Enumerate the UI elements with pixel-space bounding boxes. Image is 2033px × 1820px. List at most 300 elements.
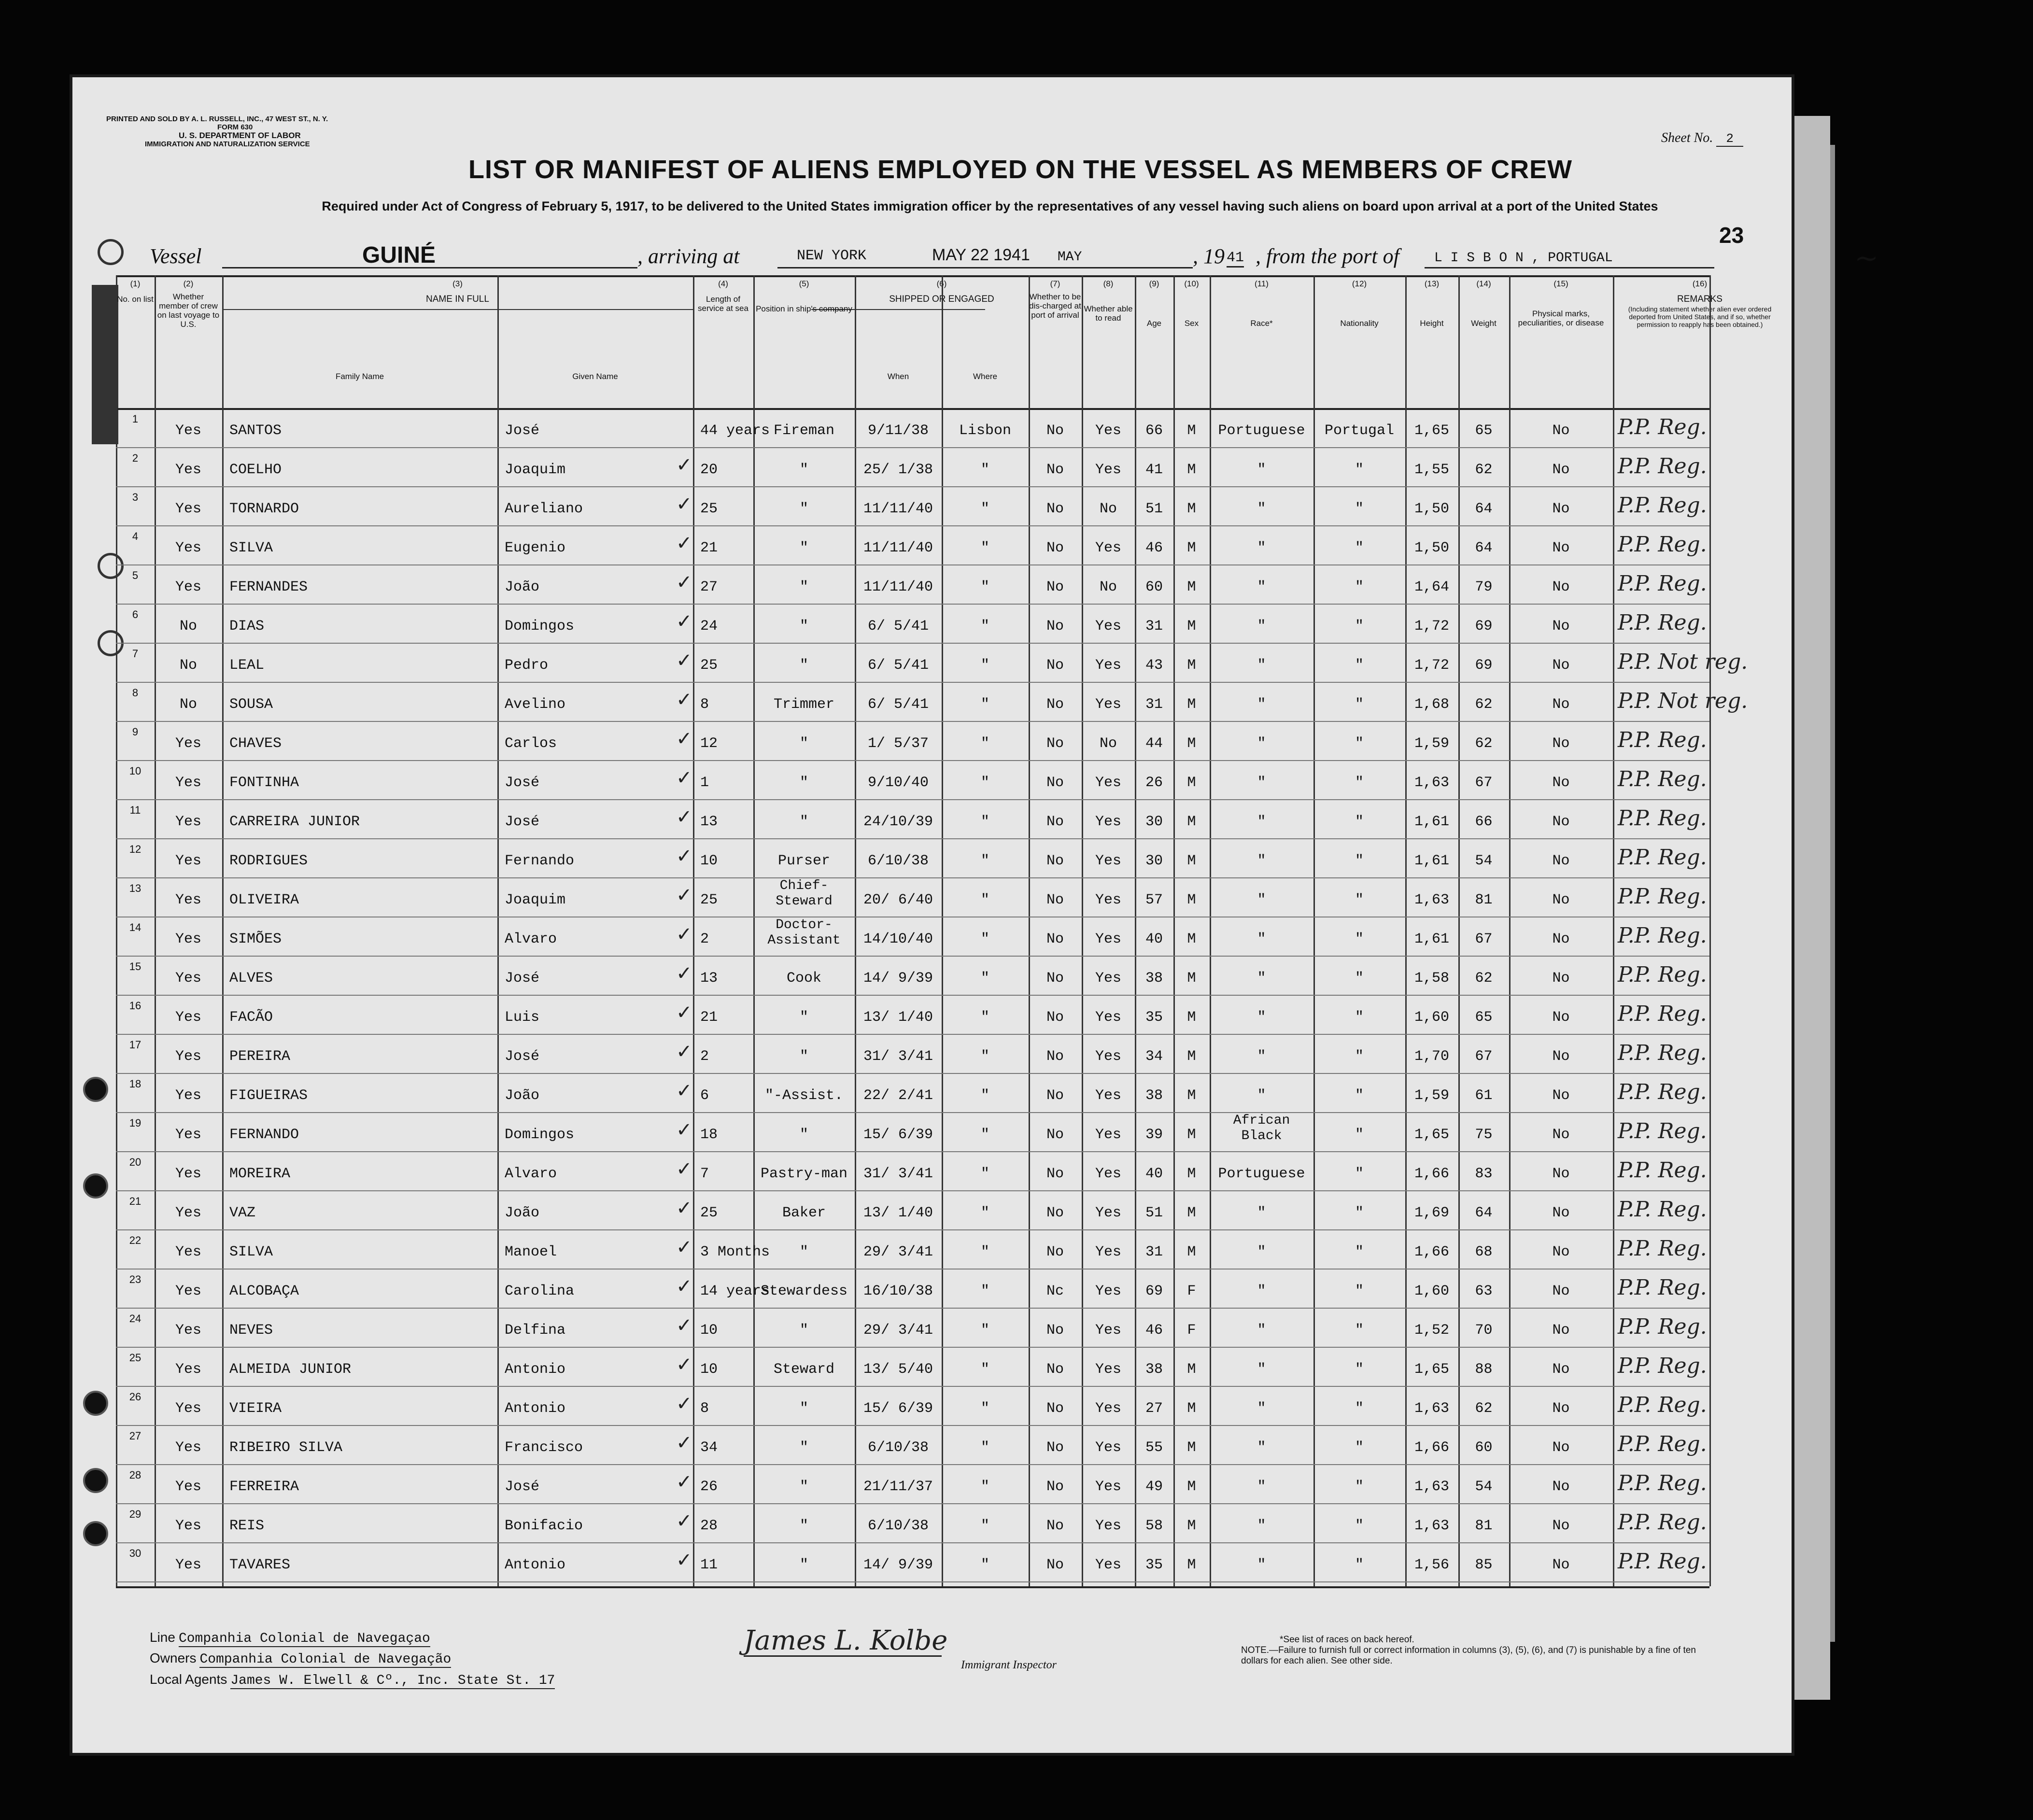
row-number: 16: [129, 1000, 141, 1012]
check-mark-icon: ✓: [676, 689, 692, 711]
cell-service: 13: [700, 814, 718, 830]
check-mark-icon: ✓: [676, 845, 692, 867]
cell-nat: ": [1355, 1205, 1364, 1221]
manifest-sheet: [72, 77, 1879, 1753]
cell-given: José: [505, 775, 540, 791]
cell-when: 6/10/38: [867, 853, 929, 869]
cell-read: Yes: [1095, 1479, 1121, 1495]
cell-service: 25: [700, 657, 718, 674]
col-1-header: No. on list: [117, 295, 154, 304]
cell-sex: M: [1187, 540, 1196, 556]
cell-remark: P.P. Reg.: [1618, 1041, 1707, 1065]
cell-race: ": [1257, 657, 1266, 674]
cell-height: 1,61: [1414, 814, 1449, 830]
cell-nat: ": [1355, 970, 1364, 987]
col-11-number: (11): [1255, 279, 1269, 288]
table-row: [116, 956, 1709, 995]
row-number: 30: [129, 1547, 141, 1559]
cell-last: Yes: [175, 1205, 201, 1221]
cell-age: 41: [1145, 462, 1163, 478]
cell-weight: 62: [1475, 462, 1493, 478]
cell-age: 26: [1145, 775, 1163, 791]
cell-service: 2: [700, 1048, 709, 1065]
cell-height: 1,66: [1414, 1166, 1449, 1182]
cell-where: ": [980, 970, 989, 987]
cell-marks: No: [1552, 696, 1570, 713]
cell-sex: M: [1187, 931, 1196, 947]
cell-read: Yes: [1095, 1283, 1121, 1299]
owners-field: [150, 1651, 451, 1667]
cell-nat: ": [1355, 775, 1364, 791]
cell-marks: No: [1552, 775, 1570, 791]
cell-service: 34: [700, 1439, 718, 1456]
page-subtitle: Required under Act of Congress of February 5, 1917, to be delivered to the United States immigration officer by the representatives of any vessel having such aliens on board upon arrival at a port of the United States: [322, 199, 1658, 213]
table-row: [116, 838, 1709, 877]
cell-age: 58: [1145, 1518, 1163, 1534]
cell-last: Yes: [175, 462, 201, 478]
cell-given: Carlos: [505, 735, 557, 752]
cell-sex: M: [1187, 892, 1196, 908]
table-row: [116, 1464, 1709, 1503]
cell-read: Yes: [1095, 970, 1121, 987]
cell-height: 1,72: [1414, 618, 1449, 635]
cell-position: ": [799, 579, 808, 595]
col-7-header: Whether to be dis-charged at port of arrival: [1029, 292, 1081, 320]
cell-position: ": [799, 618, 808, 635]
cell-sex: M: [1187, 1361, 1196, 1378]
cell-given: Domingos: [505, 618, 575, 635]
cell-when: 9/11/38: [867, 423, 929, 439]
cell-disch: No: [1046, 1439, 1064, 1456]
check-mark-icon: ✓: [676, 571, 692, 593]
cell-nat: ": [1355, 1518, 1364, 1534]
cell-weight: 70: [1475, 1322, 1493, 1339]
row-number: 5: [132, 569, 139, 581]
cell-nat: ": [1355, 540, 1364, 556]
row-number: 19: [129, 1117, 141, 1129]
cell-family: FERNANDES: [229, 579, 308, 595]
cell-sex: M: [1187, 1557, 1196, 1573]
cell-position: ": [799, 1127, 808, 1143]
cell-weight: 60: [1475, 1439, 1493, 1456]
table-row: [116, 995, 1709, 1034]
cell-height: 1,65: [1414, 1361, 1449, 1378]
cell-where: ": [980, 1087, 989, 1104]
cell-read: No: [1099, 501, 1117, 517]
cell-given: Bonifacio: [505, 1518, 583, 1534]
binder-hole: [83, 1521, 108, 1546]
cell-remark: P.P. Reg.: [1618, 806, 1707, 831]
table-row: [116, 1229, 1709, 1269]
cell-age: 51: [1145, 501, 1163, 517]
penalty-note: NOTE.—Failure to furnish full or correct information in columns (3), (5), (6), and (7) is punishable by a fine of ten dollars for each alien. See other side.: [1241, 1645, 1696, 1666]
cell-race: ": [1257, 1322, 1266, 1339]
cell-height: 1,63: [1414, 1479, 1449, 1495]
col-9-number: (9): [1149, 279, 1159, 288]
cell-when: 16/10/38: [863, 1283, 933, 1299]
cell-where: ": [980, 696, 989, 713]
cell-sex: M: [1187, 1087, 1196, 1104]
table-row: [116, 1542, 1709, 1581]
cell-given: José: [505, 423, 540, 439]
cell-sex: M: [1187, 579, 1196, 595]
cell-where: ": [980, 1400, 989, 1417]
cell-race: ": [1257, 579, 1266, 595]
line-value: Companhia Colonial de Navegaçao: [178, 1631, 430, 1646]
cell-disch: No: [1046, 501, 1064, 517]
cell-race: ": [1257, 696, 1266, 713]
cell-when: 24/10/39: [863, 814, 933, 830]
cell-last: Yes: [175, 931, 201, 947]
cell-weight: 63: [1475, 1283, 1493, 1299]
row-number: 28: [129, 1469, 141, 1481]
cell-service: 26: [700, 1479, 718, 1495]
cell-service: 20: [700, 462, 718, 478]
cell-where: ": [980, 540, 989, 556]
table-bottom-rule: [116, 1586, 1709, 1588]
check-mark-icon: ✓: [676, 1393, 692, 1415]
binding-tab: [92, 285, 118, 444]
row-number: 10: [129, 765, 141, 777]
cell-height: 1,61: [1414, 931, 1449, 947]
table-row: [116, 917, 1709, 956]
cell-given: Alvaro: [505, 931, 557, 947]
cell-family: OLIVEIRA: [229, 892, 299, 908]
cell-given: José: [505, 1048, 540, 1065]
cell-last: Yes: [175, 1244, 201, 1260]
cell-nat: ": [1355, 501, 1364, 517]
table-row: [116, 877, 1709, 917]
cell-nat: ": [1355, 1322, 1364, 1339]
row-number: 26: [129, 1391, 141, 1403]
cell-sex: M: [1187, 1127, 1196, 1143]
cell-position: Baker: [782, 1205, 826, 1221]
cell-last: Yes: [175, 1283, 201, 1299]
check-mark-icon: ✓: [676, 1471, 692, 1493]
cell-service: 11: [700, 1557, 718, 1573]
cell-service: 8: [700, 1400, 709, 1417]
page-mark: 23: [1719, 223, 1744, 248]
cell-sex: M: [1187, 1479, 1196, 1495]
cell-age: 34: [1145, 1048, 1163, 1065]
cell-last: Yes: [175, 1009, 201, 1026]
footnote: [1241, 1635, 1724, 1666]
table-row: [116, 1503, 1709, 1542]
cell-height: 1,70: [1414, 1048, 1449, 1065]
cell-where: ": [980, 892, 989, 908]
cell-height: 1,50: [1414, 501, 1449, 517]
inspector-label: Immigrant Inspector: [961, 1659, 1057, 1671]
department: U. S. DEPARTMENT OF LABOR: [179, 131, 301, 140]
cell-when: 1/ 5/37: [867, 735, 929, 752]
cell-when: 13/ 1/40: [863, 1009, 933, 1026]
cell-age: 27: [1145, 1400, 1163, 1417]
table-row: [116, 643, 1748, 682]
cell-sex: M: [1187, 462, 1196, 478]
cell-age: 31: [1145, 618, 1163, 635]
table-row: [116, 486, 1709, 525]
check-mark-icon: ✓: [676, 884, 692, 906]
cell-service: 7: [700, 1166, 709, 1182]
cell-last: Yes: [175, 1518, 201, 1534]
line-label: Line: [150, 1630, 175, 1645]
cell-remark: P.P. Reg.: [1618, 532, 1707, 557]
cell-last: Yes: [175, 1087, 201, 1104]
cell-sex: M: [1187, 1439, 1196, 1456]
cell-service: 28: [700, 1518, 718, 1534]
cell-remark: P.P. Reg.: [1618, 1393, 1707, 1417]
cell-disch: No: [1046, 657, 1064, 674]
cell-sex: M: [1187, 1518, 1196, 1534]
cell-last: Yes: [175, 853, 201, 869]
cell-marks: No: [1552, 970, 1570, 987]
cell-race: ": [1257, 775, 1266, 791]
cell-when: 29/ 3/41: [863, 1244, 933, 1260]
cell-read: Yes: [1095, 1127, 1121, 1143]
table-row: [116, 1425, 1709, 1464]
cell-where: ": [980, 814, 989, 830]
col-4-number: (4): [718, 279, 728, 288]
cell-marks: No: [1552, 462, 1570, 478]
cell-nat: ": [1355, 814, 1364, 830]
cell-read: Yes: [1095, 1361, 1121, 1378]
col-14-header: Weight: [1471, 319, 1497, 328]
cell-sex: M: [1187, 1048, 1196, 1065]
cell-weight: 83: [1475, 1166, 1493, 1182]
table-row: [116, 525, 1709, 564]
cell-marks: No: [1552, 501, 1570, 517]
cell-position: ": [799, 775, 808, 791]
cell-given: Aureliano: [505, 501, 583, 517]
cell-height: 1,63: [1414, 775, 1449, 791]
cell-where: ": [980, 618, 989, 635]
table-row: [116, 721, 1709, 760]
table-row: [116, 760, 1709, 799]
cell-weight: 64: [1475, 501, 1493, 517]
cell-race: ": [1257, 814, 1266, 830]
cell-marks: No: [1552, 1009, 1570, 1026]
cell-race: ": [1257, 1557, 1266, 1573]
cell-nat: ": [1355, 1048, 1364, 1065]
binder-hole: [98, 239, 124, 265]
cell-last: Yes: [175, 1048, 201, 1065]
cell-sex: M: [1187, 1009, 1196, 1026]
cell-when: 6/10/38: [867, 1439, 929, 1456]
cell-given: Francisco: [505, 1439, 583, 1456]
cell-remark: P.P. Not reg.: [1618, 649, 1748, 674]
cell-sex: M: [1187, 814, 1196, 830]
row-number: 11: [129, 804, 141, 816]
cell-when: 11/11/40: [863, 579, 933, 595]
cell-race: ": [1257, 1283, 1266, 1299]
cell-age: 35: [1145, 1557, 1163, 1573]
cell-where: ": [980, 1166, 989, 1182]
binder-hole: [83, 1391, 108, 1416]
check-mark-icon: ✓: [676, 1354, 692, 1376]
races-note: *See list of races on back hereof.: [1280, 1635, 1414, 1645]
cell-marks: No: [1552, 1205, 1570, 1221]
cell-height: 1,56: [1414, 1557, 1449, 1573]
cell-last: Yes: [175, 1166, 201, 1182]
cell-remark: P.P. Reg.: [1618, 1510, 1707, 1535]
agents-value: James W. Elwell & Cº., Inc. State St. 17: [230, 1673, 555, 1688]
form-number: FORM 630: [217, 123, 253, 131]
col-2-number: (2): [183, 279, 194, 288]
cell-where: ": [980, 501, 989, 517]
cell-given: Pedro: [505, 657, 549, 674]
cell-family: FONTINHA: [229, 775, 299, 791]
cell-read: Yes: [1095, 1244, 1121, 1260]
service: IMMIGRATION AND NATURALIZATION SERVICE: [145, 140, 310, 148]
row-number: 23: [129, 1273, 141, 1285]
col-3-number: (3): [452, 279, 463, 288]
cell-last: Yes: [175, 501, 201, 517]
cell-disch: No: [1046, 1244, 1064, 1260]
col-12-header: Nationality: [1340, 319, 1379, 328]
cell-where: ": [980, 1322, 989, 1339]
cell-last: Yes: [175, 1127, 201, 1143]
cell-where: ": [980, 853, 989, 869]
cell-when: 6/ 5/41: [867, 696, 929, 713]
cell-remark: P.P. Reg.: [1618, 610, 1707, 635]
cell-position: Stewardess: [760, 1283, 848, 1299]
cell-service: 10: [700, 853, 718, 869]
cell-when: 25/ 1/38: [863, 462, 933, 478]
cell-disch: No: [1046, 1361, 1064, 1378]
col-11-header: Race*: [1250, 319, 1273, 328]
cell-when: 22/ 2/41: [863, 1087, 933, 1104]
cell-when: 31/ 3/41: [863, 1166, 933, 1182]
from-port: L I S B O N , PORTUGAL: [1434, 251, 1613, 266]
col-14-number: (14): [1476, 279, 1491, 288]
cell-family: TAVARES: [229, 1557, 291, 1573]
cell-marks: No: [1552, 1479, 1570, 1495]
col-6-header: SHIPPED OR ENGAGED: [889, 294, 994, 304]
cell-given: Alvaro: [505, 1166, 557, 1182]
row-number: 3: [132, 491, 139, 503]
cell-remark: P.P. Reg.: [1618, 454, 1707, 479]
cell-read: Yes: [1095, 657, 1121, 674]
cell-remark: P.P. Reg.: [1618, 845, 1707, 870]
cell-disch: No: [1046, 853, 1064, 869]
cell-nat: ": [1355, 1400, 1364, 1417]
cell-position: ": [799, 1479, 808, 1495]
cell-given: Avelino: [505, 696, 566, 713]
underlying-sheet: [1787, 116, 1830, 1700]
cell-age: 38: [1145, 970, 1163, 987]
row-number: 7: [132, 648, 139, 660]
col-8-number: (8): [1103, 279, 1114, 288]
cell-where: ": [980, 1518, 989, 1534]
cell-position: ": [799, 1244, 808, 1260]
check-mark-icon: ✓: [676, 767, 692, 789]
check-mark-icon: ✓: [676, 1158, 692, 1180]
cell-disch: No: [1046, 1205, 1064, 1221]
cell-where: ": [980, 1009, 989, 1026]
col-15-number: (15): [1553, 279, 1568, 288]
year: 41: [1227, 250, 1244, 268]
cell-given: Antonio: [505, 1361, 566, 1378]
cell-where: ": [980, 1048, 989, 1065]
cell-weight: 67: [1475, 931, 1493, 947]
row-number: 2: [132, 452, 139, 464]
cell-age: 51: [1145, 1205, 1163, 1221]
col-6b-header: Where: [973, 372, 998, 381]
col-2-header: Whether member of crew on last voyage to U.S.: [157, 292, 220, 329]
cell-remark: P.P. Reg.: [1618, 1549, 1707, 1574]
cell-disch: No: [1046, 696, 1064, 713]
cell-service: 25: [700, 892, 718, 908]
date-stamp: MAY 22 1941: [932, 246, 1030, 264]
col-13-header: Height: [1420, 319, 1444, 328]
cell-disch: No: [1046, 1048, 1064, 1065]
cell-position: Trimmer: [773, 696, 835, 713]
cell-weight: 85: [1475, 1557, 1493, 1573]
col-3a-header: Family Name: [335, 372, 384, 381]
cell-disch: No: [1046, 1322, 1064, 1339]
cell-read: No: [1099, 579, 1117, 595]
cell-family: MOREIRA: [229, 1166, 291, 1182]
cell-family: SOUSA: [229, 696, 273, 713]
cell-family: LEAL: [229, 657, 265, 674]
cell-height: 1,61: [1414, 853, 1449, 869]
cell-disch: No: [1046, 1009, 1064, 1026]
cell-age: 46: [1145, 540, 1163, 556]
cell-height: 1,60: [1414, 1283, 1449, 1299]
cell-race: ": [1257, 462, 1266, 478]
check-mark-icon: ✓: [676, 962, 692, 985]
cell-sex: M: [1187, 1166, 1196, 1182]
cell-age: 30: [1145, 814, 1163, 830]
cell-position: ": [799, 462, 808, 478]
cell-service: 1: [700, 775, 709, 791]
cell-height: 1,59: [1414, 735, 1449, 752]
cell-position: ": [799, 814, 808, 830]
cell-given: Joaquim: [505, 892, 566, 908]
cell-family: CARREIRA JUNIOR: [229, 814, 360, 830]
cell-when: 21/11/37: [863, 1479, 933, 1495]
cell-height: 1,59: [1414, 1087, 1449, 1104]
cell-weight: 68: [1475, 1244, 1493, 1260]
cell-age: 66: [1145, 423, 1163, 439]
row-number: 12: [129, 843, 141, 855]
cell-when: 29/ 3/41: [863, 1322, 933, 1339]
crew-table: [116, 275, 1772, 1586]
cell-age: 38: [1145, 1361, 1163, 1378]
cell-age: 38: [1145, 1087, 1163, 1104]
row-number: 22: [129, 1234, 141, 1246]
cell-service: 12: [700, 735, 718, 752]
cell-sex: F: [1187, 1322, 1196, 1339]
cell-remark: P.P. Reg.: [1618, 923, 1707, 948]
row-number: 21: [129, 1195, 141, 1207]
cell-marks: No: [1552, 618, 1570, 635]
cell-disch: No: [1046, 970, 1064, 987]
cell-last: Yes: [175, 1322, 201, 1339]
cell-read: Yes: [1095, 931, 1121, 947]
cell-nat: ": [1355, 1479, 1364, 1495]
cell-position: ": [799, 1518, 808, 1534]
cell-disch: No: [1046, 892, 1064, 908]
cell-given: Eugenio: [505, 540, 566, 556]
cell-disch: Nc: [1046, 1283, 1064, 1299]
cell-race: ": [1257, 931, 1266, 947]
cell-service: 18: [700, 1127, 718, 1143]
cell-position: ": [799, 501, 808, 517]
cell-family: ALVES: [229, 970, 273, 987]
cell-given: João: [505, 1205, 540, 1221]
cell-read: Yes: [1095, 1087, 1121, 1104]
